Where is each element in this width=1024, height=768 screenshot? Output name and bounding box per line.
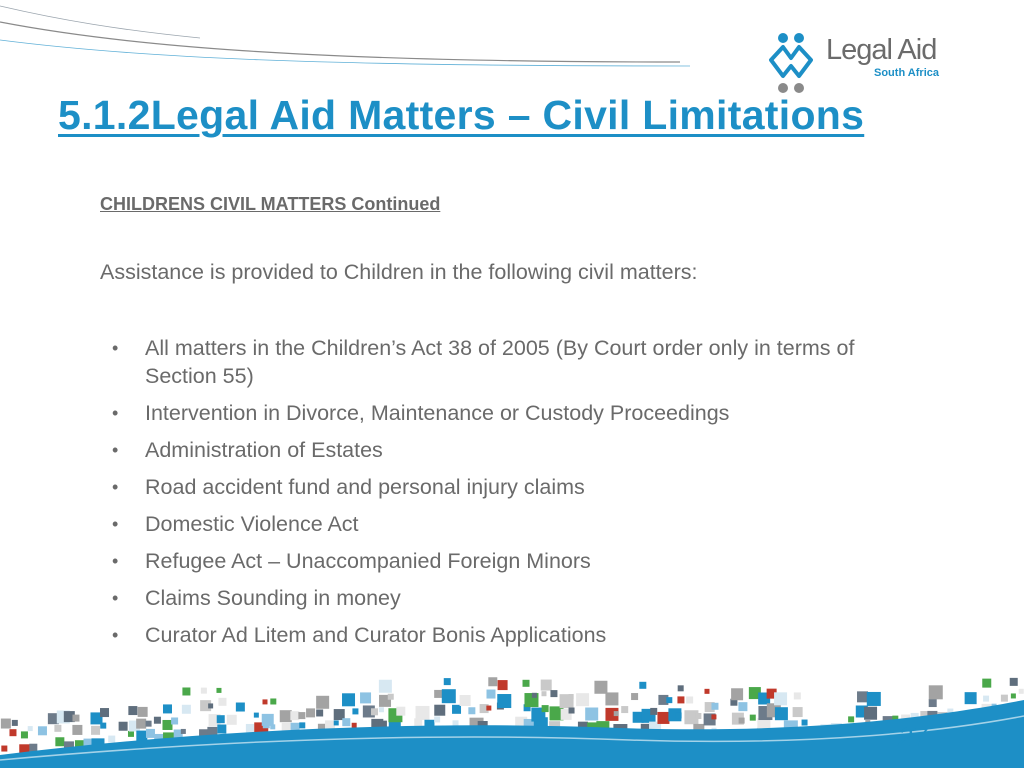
mosaic-tile <box>1001 695 1008 702</box>
section-subheading: CHILDRENS CIVIL MATTERS Continued <box>100 194 441 214</box>
mosaic-tile <box>379 707 384 712</box>
mosaic-tile <box>100 708 109 717</box>
mosaic-tile <box>254 713 259 718</box>
mosaic-tile <box>738 702 747 711</box>
mosaic-tile <box>802 720 808 726</box>
mosaic-tile <box>100 723 106 729</box>
list-item-text: Road accident fund and personal injury claims <box>145 475 585 499</box>
list-item <box>112 399 872 427</box>
mosaic-tile <box>154 717 161 724</box>
mosaic-tile <box>316 709 323 716</box>
legal-aid-logo-icon <box>766 30 826 100</box>
mosaic-tile <box>280 710 292 722</box>
mosaic-tile <box>138 707 148 717</box>
mosaic-tile <box>468 707 475 714</box>
mosaic-tile <box>569 694 574 699</box>
bullet-icon: • <box>112 514 119 534</box>
list-item <box>112 547 872 575</box>
mosaic-tile <box>1019 689 1024 694</box>
mosaic-tile <box>128 731 134 737</box>
mosaic-tile <box>182 705 191 714</box>
mosaic-tile <box>217 724 226 733</box>
mosaic-tile <box>605 692 618 705</box>
mosaic-tile <box>379 680 392 693</box>
mosaic-tile <box>1011 693 1016 698</box>
mosaic-tile <box>1010 678 1018 686</box>
mosaic-tile <box>38 726 47 735</box>
mosaic-tile <box>666 697 672 703</box>
mosaic-tile <box>236 703 245 712</box>
mosaic-tile <box>108 736 115 743</box>
intro-text: Assistance is provided to Children in the following civil matters: <box>100 260 698 284</box>
mosaic-tile <box>262 714 274 726</box>
bullet-icon: • <box>112 477 119 497</box>
mosaic-tile <box>739 718 745 724</box>
list-item <box>112 436 872 464</box>
legal-aid-logo <box>766 30 946 100</box>
mosaic-tile <box>731 688 743 700</box>
list-item-text: Claims Sounding in money <box>145 586 401 610</box>
mosaic-tile <box>864 707 877 720</box>
mosaic-tile <box>12 720 18 726</box>
mosaic-tile <box>181 729 186 734</box>
mosaic-tile <box>686 696 693 703</box>
list-item-text: All matters in the Children’s Act 38 of 2005 (By Court order only in terms of Section 55) <box>145 336 855 388</box>
mosaic-tile <box>487 690 496 699</box>
mosaic-tile <box>416 706 430 720</box>
mosaic-tile <box>541 680 552 691</box>
mosaic-tile <box>695 713 701 719</box>
mosaic-tile <box>929 685 943 699</box>
mosaic-tile <box>208 703 213 708</box>
mosaic-tile <box>334 720 339 725</box>
mosaic-tile <box>91 726 100 735</box>
mosaic-tile <box>146 721 152 727</box>
mosaic-tile <box>1 719 11 729</box>
list-item <box>112 510 872 538</box>
mosaic-tile <box>867 692 881 706</box>
mosaic-tile <box>594 681 607 694</box>
mosaic-tile <box>657 712 669 724</box>
bullet-icon: • <box>112 403 119 423</box>
bullet-icon: • <box>112 588 119 608</box>
bullet-icon: • <box>112 440 119 460</box>
mosaic-tile <box>342 718 350 726</box>
mosaic-tile <box>227 715 237 725</box>
mosaic-tile <box>442 689 456 703</box>
mosaic-tile <box>163 704 172 713</box>
list-item-text: Refugee Act – Unaccompanied Foreign Minors <box>145 549 591 573</box>
mosaic-tile <box>569 708 575 714</box>
list-item <box>112 621 872 649</box>
mosaic-tile <box>388 694 394 700</box>
list-item <box>112 584 872 612</box>
mosaic-tile <box>550 690 557 697</box>
mosaic-tile <box>794 692 801 699</box>
list-item-text: Curator Ad Litem and Curator Bonis Applications <box>145 623 607 647</box>
bullet-icon: • <box>112 338 119 358</box>
mosaic-tile <box>965 692 977 704</box>
mosaic-tile <box>452 705 461 714</box>
mosaic-tile <box>774 692 787 705</box>
slide-title: 5.1.2Legal Aid Matters – Civil Limitations <box>58 92 865 138</box>
top-swoosh-decoration <box>0 0 700 80</box>
mosaic-tile <box>290 711 299 720</box>
mosaic-tile <box>216 688 221 693</box>
mosaic-tile <box>523 680 530 687</box>
mosaic-tile <box>460 695 471 706</box>
page-number: 27 <box>898 722 927 752</box>
mosaic-tile <box>21 731 28 738</box>
mosaic-tile <box>434 716 440 722</box>
list-item <box>112 473 872 501</box>
mosaic-tile <box>371 708 378 715</box>
mosaic-tile <box>434 690 442 698</box>
mosaic-tile <box>360 692 371 703</box>
mosaic-tile <box>299 722 305 728</box>
mosaic-tile <box>614 711 619 716</box>
mosaic-tile <box>246 724 255 733</box>
mosaic-tile <box>217 715 225 723</box>
mosaic-tile <box>621 706 628 713</box>
mosaic-tile <box>704 689 709 694</box>
mosaic-tile <box>750 715 756 721</box>
mosaic-tile <box>352 708 358 714</box>
mosaic-tile <box>171 717 178 724</box>
mosaic-tile <box>270 724 275 729</box>
mosaic-tile <box>541 691 546 696</box>
mosaic-tile <box>162 720 172 730</box>
mosaic-tile <box>342 693 355 706</box>
mosaic-tile <box>857 691 868 702</box>
mosaic-tile <box>72 725 82 735</box>
list-item-text: Domestic Violence Act <box>145 512 359 536</box>
mosaic-tile <box>201 688 207 694</box>
mosaic-tile <box>136 719 146 729</box>
bullet-icon: • <box>112 551 119 571</box>
mosaic-tile <box>676 712 682 718</box>
mosaic-tile <box>29 744 37 752</box>
mosaic-tile <box>983 696 989 702</box>
mosaic-tile <box>182 687 190 695</box>
footer-mosaic-wave <box>0 660 1024 768</box>
mosaic-tile <box>929 699 937 707</box>
bullet-list <box>112 334 872 658</box>
mosaic-tile <box>488 677 497 686</box>
mosaic-tile <box>711 703 718 710</box>
mosaic-tile <box>262 699 267 704</box>
mosaic-tile <box>639 682 646 689</box>
mosaic-tile <box>316 696 329 709</box>
logo-name: Legal Aid <box>826 34 937 66</box>
mosaic-tile <box>486 706 491 711</box>
list-item-text: Intervention in Divorce, Maintenance or Custody Proceedings <box>145 401 730 425</box>
list-item-text: Administration of Estates <box>145 438 383 462</box>
mosaic-tile <box>72 715 79 722</box>
mosaic-tile <box>396 707 405 716</box>
mosaic-tile <box>9 729 16 736</box>
mosaic-tile <box>119 722 128 731</box>
mosaic-tile <box>146 729 155 738</box>
mosaic-tile <box>585 708 598 721</box>
mosaic-tile <box>542 705 549 712</box>
mosaic-tile <box>650 708 657 715</box>
mosaic-tile <box>775 707 788 720</box>
mosaic-tile <box>498 680 508 690</box>
mosaic-tile <box>128 706 137 715</box>
mosaic-tile <box>306 708 315 717</box>
mosaic-tile <box>532 693 537 698</box>
mosaic-tile <box>54 725 61 732</box>
mosaic-tile <box>678 685 684 691</box>
mosaic-tile <box>711 714 716 719</box>
list-item <box>112 334 872 390</box>
mosaic-tile <box>497 694 511 708</box>
mosaic-tile <box>444 678 451 685</box>
mosaic-tile <box>631 693 638 700</box>
mosaic-tile <box>270 698 276 704</box>
mosaic-tile <box>1 746 7 752</box>
mosaic-tile <box>848 716 854 722</box>
mosaic-tile <box>434 705 445 716</box>
mosaic-tile <box>55 737 64 746</box>
bullet-icon: • <box>112 625 119 645</box>
mosaic-tile <box>218 698 226 706</box>
mosaic-tile <box>982 679 991 688</box>
mosaic-tile <box>576 693 589 706</box>
mosaic-tile <box>298 712 305 719</box>
mosaic-tile <box>793 707 803 717</box>
mosaic-tile <box>352 723 357 728</box>
mosaic-tile <box>28 726 33 731</box>
mosaic-tile <box>677 696 684 703</box>
logo-subtitle: South Africa <box>874 67 939 79</box>
